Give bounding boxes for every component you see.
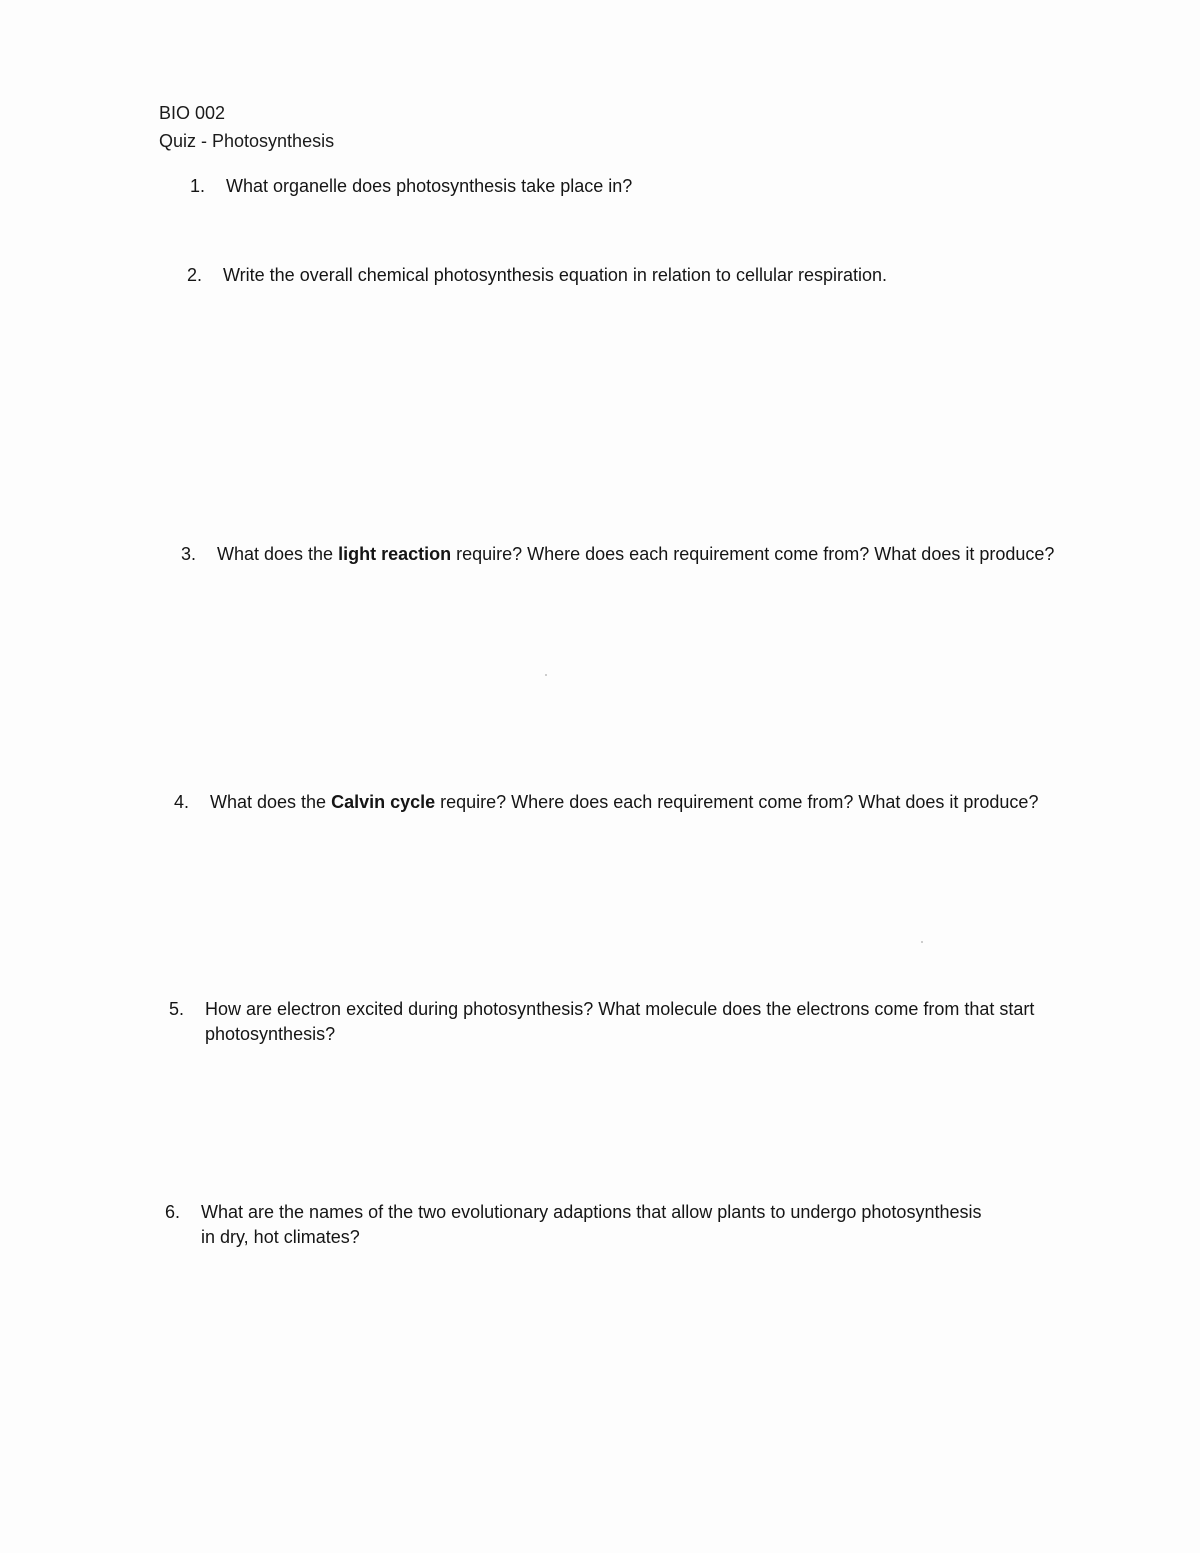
- question-number: 4.: [174, 792, 190, 812]
- question-text-end: require? Where does each requirement come from? What does it produce?: [435, 792, 1039, 812]
- question-2: [187, 263, 1087, 288]
- question-3: [181, 542, 1061, 567]
- question-text: Write the overall chemical photosynthesis equation in relation to cellular respiration.: [223, 265, 888, 285]
- question-number: 1.: [190, 176, 206, 196]
- question-number: 3.: [181, 544, 197, 564]
- question-number: 6.: [165, 1202, 181, 1222]
- question-number: 5.: [169, 999, 185, 1019]
- question-text: [210, 790, 1038, 815]
- question-text: [217, 542, 1054, 567]
- question-text: What are the names of the two evolutionary adaptions that allow plants to undergo photosynthesis in dry, hot climates?: [201, 1202, 982, 1247]
- scan-speck: [921, 941, 923, 943]
- question-text-end: require? Where does each requirement come from? What does it produce?: [451, 544, 1055, 564]
- quiz-title: Quiz - Photosynthesis: [159, 131, 335, 151]
- course-code: BIO 002: [159, 103, 226, 123]
- scan-speck: [545, 674, 547, 676]
- question-text-start: What does the: [217, 544, 339, 564]
- bold-term-calvin-cycle: Calvin cycle: [331, 792, 436, 812]
- question-6: [165, 1200, 985, 1250]
- question-text: What organelle does photosynthesis take place in?: [226, 176, 633, 196]
- question-text: How are electron excited during photosynthesis? What molecule does the electrons come from that start photosynthesis?: [205, 999, 1035, 1044]
- bold-term-light-reaction: light reaction: [338, 544, 452, 564]
- question-text-start: What does the: [210, 792, 332, 812]
- question-5: [169, 997, 1059, 1047]
- question-1: [190, 174, 1090, 199]
- question-4: [174, 790, 1054, 815]
- question-number: 2.: [187, 265, 203, 285]
